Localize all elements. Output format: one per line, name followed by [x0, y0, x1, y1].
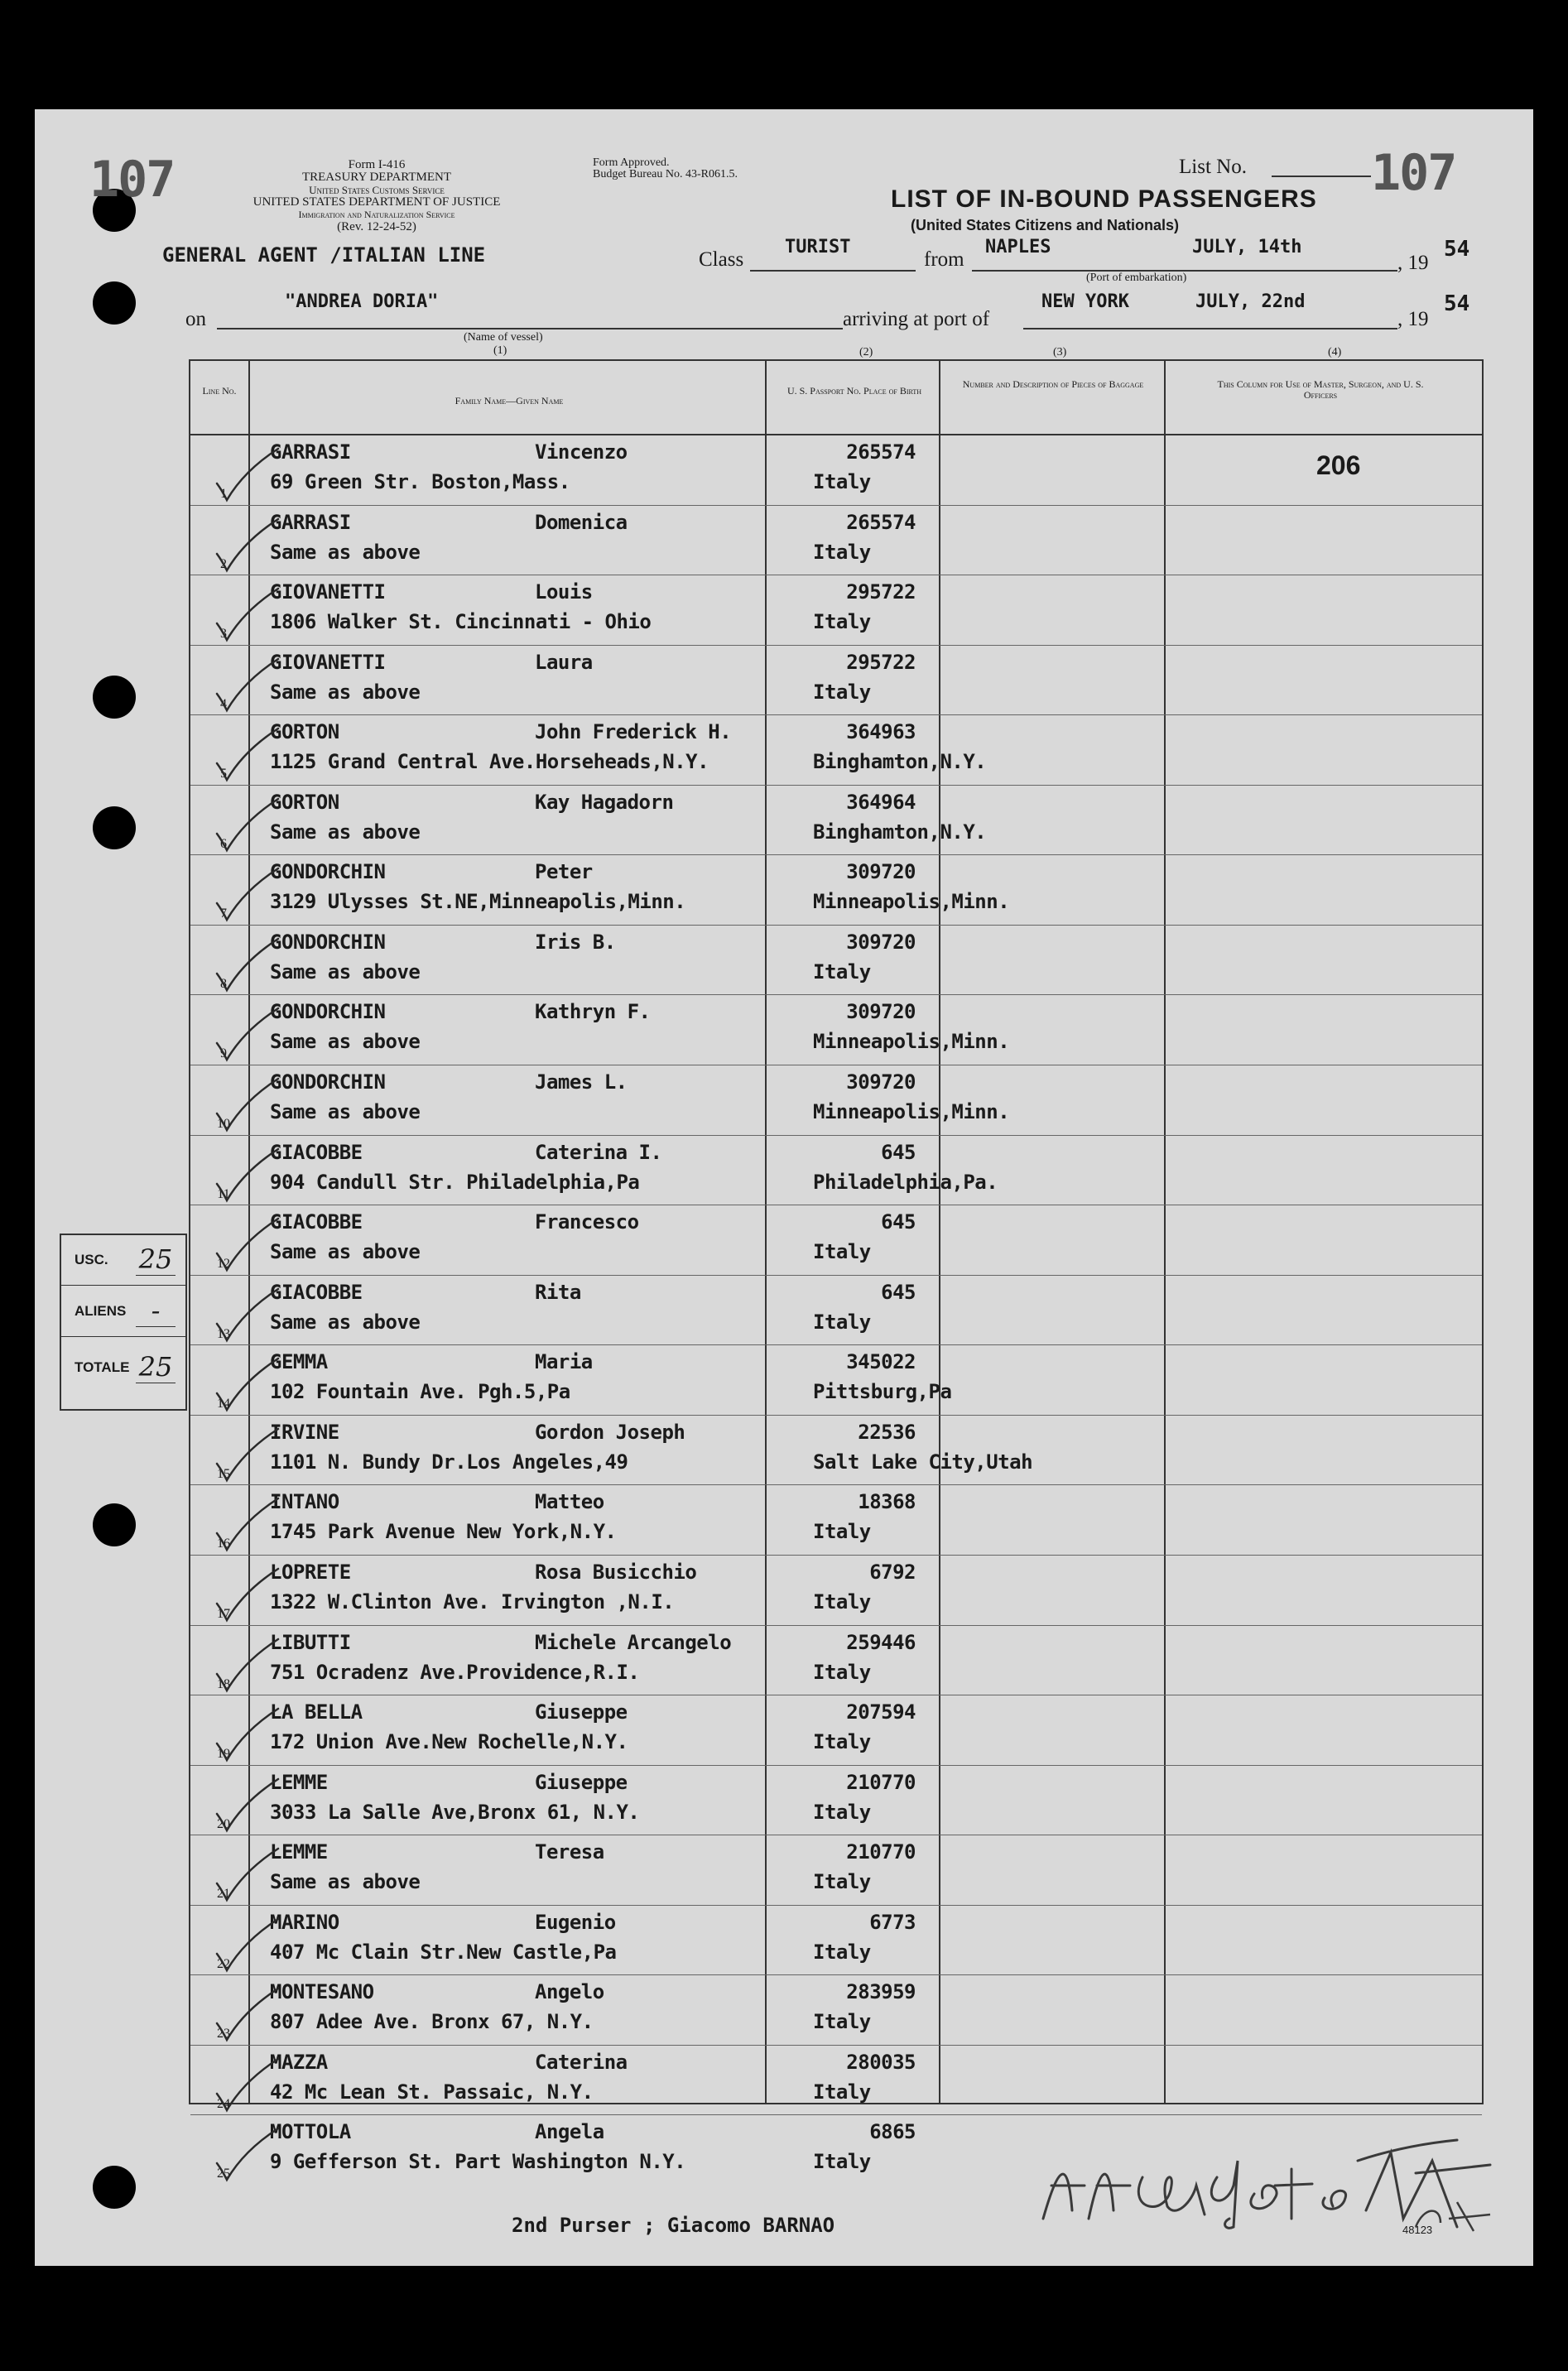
line-number: 12 [217, 1257, 230, 1272]
line-number: 2 [220, 556, 227, 571]
col-name: Family Name—Given Name [455, 395, 564, 406]
address: Same as above [270, 1240, 421, 1264]
check-mark [214, 867, 280, 925]
col-num-4: (4) [1328, 346, 1342, 358]
check-mark [214, 517, 280, 575]
line-number: 14 [217, 1397, 230, 1412]
address: 904 Candull Str. Philadelphia,Pa [270, 1170, 640, 1194]
table-row [190, 1626, 1482, 1695]
usc-label: USC. [75, 1252, 108, 1267]
line-number: 21 [217, 1887, 230, 1902]
given-name: Gordon Joseph [535, 1420, 685, 1444]
address: Same as above [270, 1100, 421, 1124]
table-row [190, 786, 1482, 855]
check-mark [214, 447, 280, 505]
punch-hole [93, 281, 136, 325]
from-port: NAPLES [985, 237, 1051, 257]
address: 807 Adee Ave. Bronx 67, N.Y. [270, 2010, 594, 2034]
place-of-birth: Italy [813, 610, 871, 634]
family-name: IRVINE [270, 1420, 339, 1444]
port-embarkation-note: (Port of embarkation) [1086, 272, 1187, 284]
passport-number: 295722 [846, 580, 916, 604]
table-row [190, 1065, 1482, 1135]
address: 1125 Grand Central Ave.Horseheads,N.Y. [270, 750, 709, 774]
line-number: 7 [220, 907, 227, 921]
address: 407 Mc Clain Str.New Castle,Pa [270, 1940, 617, 1964]
given-name: Caterina [535, 2050, 628, 2074]
line-number: 22 [217, 1956, 230, 1971]
passport-number: 295722 [846, 650, 916, 674]
line-number: 6 [220, 836, 227, 851]
total-label: TOTALE [75, 1359, 130, 1375]
family-name: GIOVANETTI [270, 580, 386, 604]
table-row [190, 575, 1482, 645]
address: Same as above [270, 680, 421, 704]
table-row [190, 715, 1482, 785]
given-name: Rita [535, 1280, 581, 1304]
place-of-birth: Italy [813, 1800, 871, 1824]
place-of-birth: Italy [813, 2010, 871, 2034]
place-of-birth: Minneapolis,Minn. [813, 1100, 1010, 1124]
place-of-birth: Italy [813, 680, 871, 704]
place-of-birth: Italy [813, 540, 871, 564]
form-service: United States Customs Service [309, 184, 445, 196]
passport-number: 6792 [869, 1560, 916, 1584]
place-of-birth: Italy [813, 1310, 871, 1334]
place-of-birth: Italy [813, 1660, 871, 1684]
passport-number: 645 [881, 1210, 916, 1234]
vessel-col-num: (1) [493, 344, 507, 357]
form-dept: TREASURY DEPARTMENT [301, 171, 452, 184]
given-name: James L. [535, 1070, 628, 1094]
list-stamp-right: 107 [1371, 144, 1456, 202]
passport-number: 309720 [846, 1070, 916, 1094]
line-number: 17 [217, 1606, 230, 1621]
line-number: 5 [220, 767, 227, 782]
place-of-birth: Minneapolis,Minn. [813, 1030, 1010, 1054]
passport-number: 210770 [846, 1840, 916, 1864]
line-number: 20 [217, 1816, 230, 1831]
check-mark [214, 2127, 280, 2185]
passport-number: 309720 [846, 930, 916, 954]
aliens-label: ALIENS [75, 1303, 127, 1319]
officer-signature [1027, 2128, 1507, 2235]
departure-date: JULY, 14th [1192, 237, 1302, 257]
vessel-note: (Name of vessel) [464, 331, 543, 344]
given-name: Giuseppe [535, 1700, 628, 1724]
given-name: Laura [535, 650, 593, 674]
line-number: 19 [217, 1747, 230, 1762]
address: 3129 Ulysses St.NE,Minneapolis,Minn. [270, 890, 686, 914]
family-name: GIOVANETTI [270, 650, 386, 674]
document-subtitle: (United States Citizens and Nationals) [911, 217, 1180, 233]
given-name: Peter [535, 860, 593, 884]
given-name: Iris B. [535, 930, 616, 954]
purser-signature-line: 2nd Purser ; Giacomo BARNAO [512, 2214, 835, 2237]
family-name: GONDORCHIN [270, 1000, 386, 1024]
family-name: GARRASI [270, 510, 351, 534]
budget-line: Budget Bureau No. 43-R061.5. [593, 168, 738, 180]
family-name: GONDORCHIN [270, 930, 386, 954]
check-mark [214, 1427, 280, 1485]
address: Same as above [270, 540, 421, 564]
arrival-underline [1023, 328, 1397, 329]
place-of-birth: Italy [813, 470, 871, 493]
place-of-birth: Italy [813, 1520, 871, 1544]
check-mark [214, 727, 280, 785]
check-mark [214, 1497, 280, 1555]
check-mark [214, 797, 280, 855]
punch-hole [93, 1503, 136, 1546]
passport-number: 265574 [846, 510, 916, 534]
passport-number: 645 [881, 1140, 916, 1164]
arrival-year: 54 [1444, 291, 1470, 316]
passport-number: 364963 [846, 720, 916, 744]
address: 172 Union Ave.New Rochelle,N.Y. [270, 1730, 628, 1754]
check-mark [214, 587, 280, 645]
aliens-count [61, 1286, 185, 1337]
address: Same as above [270, 1310, 421, 1334]
check-mark [214, 1077, 280, 1135]
form-dept-justice: UNITED STATES DEPARTMENT OF JUSTICE [253, 195, 501, 209]
passport-number: 309720 [846, 860, 916, 884]
given-name: Angela [535, 2120, 604, 2144]
form-revision: (Rev. 12-24-52) [337, 220, 416, 233]
table-row [190, 1766, 1482, 1835]
table-row [190, 2046, 1482, 2115]
table-row [190, 435, 1482, 505]
table-row [190, 1416, 1482, 1485]
form-number: Form I-416 [348, 158, 406, 171]
address: 751 Ocradenz Ave.Providence,R.I. [270, 1660, 640, 1684]
family-name: LA BELLA [270, 1700, 363, 1724]
family-name: GIACOBBE [270, 1210, 363, 1234]
family-name: GIACOBBE [270, 1280, 363, 1304]
check-mark [214, 1217, 280, 1275]
place-of-birth: Italy [813, 2080, 871, 2104]
passport-number: 18368 [858, 1490, 916, 1514]
given-name: Giuseppe [535, 1770, 628, 1794]
given-name: Michele Arcangelo [535, 1630, 732, 1654]
given-name: Rosa Busicchio [535, 1560, 697, 1584]
table-row [190, 646, 1482, 715]
address: 9 Gefferson St. Part Washington N.Y. [270, 2150, 686, 2174]
place-of-birth: Salt Lake City,Utah [813, 1450, 1033, 1474]
total-count [61, 1343, 185, 1392]
family-name: LEMME [270, 1770, 328, 1794]
table-row [190, 926, 1482, 995]
col-passport: U. S. Passport No. Place of Birth [786, 385, 922, 397]
usc-value: 25 [136, 1243, 176, 1276]
table-row [190, 1906, 1482, 1975]
line-number: 13 [217, 1326, 230, 1341]
list-no-underline [1272, 176, 1371, 177]
table-row [190, 1556, 1482, 1625]
table-row [190, 506, 1482, 575]
check-mark [214, 937, 280, 995]
count-box [60, 1234, 187, 1411]
form-identification [248, 159, 505, 233]
line-number: 18 [217, 1676, 230, 1691]
table-row [190, 1345, 1482, 1415]
family-name: GIACOBBE [270, 1140, 363, 1164]
family-name: GORTON [270, 720, 339, 744]
class-label: Class [699, 248, 744, 271]
table-row [190, 1276, 1482, 1345]
family-name: GORTON [270, 790, 339, 814]
table-row [190, 1695, 1482, 1765]
table-row [190, 1136, 1482, 1205]
address: Same as above [270, 1030, 421, 1054]
passport-number: 309720 [846, 1000, 916, 1024]
check-mark [214, 1777, 280, 1835]
approval-line: Form Approved. [593, 156, 670, 169]
place-of-birth: Italy [813, 959, 871, 984]
check-mark [214, 657, 280, 715]
address: 42 Mc Lean St. Passaic, N.Y. [270, 2080, 594, 2104]
family-name: GARRASI [270, 440, 351, 464]
family-name: GONDORCHIN [270, 1070, 386, 1094]
check-mark [214, 1638, 280, 1695]
address: Same as above [270, 1870, 421, 1894]
arrival-year-prefix: , 19 [1397, 308, 1429, 330]
usc-count [61, 1235, 185, 1286]
place-of-birth: Italy [813, 1730, 871, 1754]
passport-number: 283959 [846, 1980, 916, 2004]
check-mark [214, 1567, 280, 1625]
list-no-label: List No. [1179, 156, 1247, 178]
table-row [190, 1835, 1482, 1905]
general-agent: GENERAL AGENT /ITALIAN LINE [162, 243, 486, 267]
given-name: Francesco [535, 1210, 639, 1234]
given-name: Louis [535, 580, 593, 604]
passport-number: 22536 [858, 1420, 916, 1444]
line-number: 9 [220, 1046, 227, 1061]
line-number: 3 [220, 627, 227, 642]
check-mark [214, 1847, 280, 1905]
line-number: 16 [217, 1537, 230, 1551]
aliens-value: - [136, 1295, 176, 1327]
check-mark [214, 1917, 280, 1975]
address: Same as above [270, 959, 421, 984]
table-row [190, 1485, 1482, 1555]
passport-number: 280035 [846, 2050, 916, 2074]
check-mark [214, 2057, 280, 2115]
place-of-birth: Binghamton,N.Y. [813, 750, 987, 774]
col-num-2: (2) [859, 346, 873, 358]
vessel-underline [217, 328, 843, 329]
col-baggage: Number and Description of Pieces of Baggage [962, 378, 1144, 390]
line-number: 10 [217, 1117, 230, 1132]
check-mark [214, 1287, 280, 1345]
place-of-birth: Italy [813, 1940, 871, 1964]
given-name: John Frederick H. [535, 720, 732, 744]
address: 1101 N. Bundy Dr.Los Angeles,49 [270, 1450, 628, 1474]
check-mark [214, 1987, 280, 2045]
corner-number: 48123 [1402, 2224, 1433, 2236]
given-name: Vincenzo [535, 440, 628, 464]
line-number: 4 [220, 696, 227, 711]
table-row [190, 855, 1482, 925]
family-name: MAZZA [270, 2050, 328, 2074]
arrival-port: NEW YORK [1041, 291, 1129, 312]
passport-number: 6865 [869, 2120, 916, 2144]
passenger-table [189, 359, 1484, 2181]
check-mark [214, 1147, 280, 1205]
form-approval [593, 157, 738, 180]
family-name: MARINO [270, 1910, 339, 1934]
place-of-birth: Philadelphia,Pa. [813, 1170, 998, 1194]
table-row [190, 995, 1482, 1065]
given-name: Domenica [535, 510, 628, 534]
class-underline [750, 270, 916, 272]
family-name: LEMME [270, 1840, 328, 1864]
passport-number: 345022 [846, 1350, 916, 1374]
table-row [190, 1975, 1482, 2045]
place-of-birth: Minneapolis,Minn. [813, 890, 1010, 914]
table-row [190, 1205, 1482, 1275]
address: 1806 Walker St. Cincinnati - Ohio [270, 610, 652, 634]
line-number: 8 [220, 976, 227, 991]
place-of-birth: Italy [813, 1589, 871, 1614]
address: 1745 Park Avenue New York,N.Y. [270, 1520, 617, 1544]
place-of-birth: Binghamton,N.Y. [813, 820, 987, 844]
class-value: TURIST [785, 237, 851, 257]
arriving-label: arriving at port of [843, 308, 990, 330]
address: 102 Fountain Ave. Pgh.5,Pa [270, 1380, 570, 1404]
given-name: Teresa [535, 1840, 604, 1864]
address: 3033 La Salle Ave,Bronx 61, N.Y. [270, 1800, 640, 1824]
check-mark [214, 1707, 280, 1765]
line-number: 1 [220, 487, 227, 501]
family-name: LIBUTTI [270, 1630, 351, 1654]
address: 69 Green Str. Boston,Mass. [270, 470, 570, 493]
passport-number: 645 [881, 1280, 916, 1304]
arrival-date: JULY, 22nd [1195, 291, 1306, 312]
line-number: 24 [217, 2096, 230, 2111]
given-name: Matteo [535, 1490, 604, 1514]
family-name: GEMMA [270, 1350, 328, 1374]
family-name: GONDORCHIN [270, 860, 386, 884]
address: 1322 W.Clinton Ave. Irvington ,N.I. [270, 1589, 675, 1614]
passport-number: 265574 [846, 440, 916, 464]
check-mark [214, 1007, 280, 1065]
punch-hole [93, 2166, 136, 2209]
given-name: Maria [535, 1350, 593, 1374]
col-officers: This Column for Use of Master, Surgeon, and U. S. Officers [1217, 378, 1424, 401]
form-ins: Immigration and Naturalization Service [298, 209, 455, 220]
line-number: 15 [217, 1466, 230, 1481]
punch-hole [93, 806, 136, 849]
place-of-birth: Pittsburg,Pa [813, 1380, 952, 1404]
line-number: 23 [217, 2027, 230, 2042]
line-number: 11 [217, 1186, 230, 1201]
passport-number: 259446 [846, 1630, 916, 1654]
family-name: LOPRETE [270, 1560, 351, 1584]
given-name: Angelo [535, 1980, 604, 2004]
vessel-name: "ANDREA DORIA" [285, 291, 439, 312]
place-of-birth: Italy [813, 2150, 871, 2174]
line-number: 25 [217, 2167, 230, 2181]
passport-number: 207594 [846, 1700, 916, 1724]
given-name: Eugenio [535, 1910, 616, 1934]
document-title: LIST OF IN-BOUND PASSENGERS [891, 185, 1317, 213]
col-num-3: (3) [1053, 346, 1067, 358]
departure-year-prefix: , 19 [1397, 252, 1429, 274]
place-of-birth: Italy [813, 1870, 871, 1894]
total-value: 25 [136, 1351, 176, 1383]
list-stamp-left: 107 [89, 151, 175, 209]
place-of-birth: Italy [813, 1240, 871, 1264]
given-name: Kay Hagadorn [535, 790, 674, 814]
col-line-no: Line No. [202, 385, 237, 397]
departure-year: 54 [1444, 237, 1470, 262]
family-name: MOTTOLA [270, 2120, 351, 2144]
given-name: Kathryn F. [535, 1000, 651, 1024]
given-name: Caterina I. [535, 1140, 662, 1164]
punch-hole [93, 676, 136, 719]
passport-number: 6773 [869, 1910, 916, 1934]
passport-number: 364964 [846, 790, 916, 814]
family-name: MONTESANO [270, 1980, 374, 2004]
family-name: INTANO [270, 1490, 339, 1514]
passport-number: 210770 [846, 1770, 916, 1794]
on-label: on [185, 308, 206, 330]
address: Same as above [270, 820, 421, 844]
check-mark [214, 1357, 280, 1415]
officers-count: 206 [1316, 450, 1361, 480]
from-label: from [924, 248, 964, 271]
